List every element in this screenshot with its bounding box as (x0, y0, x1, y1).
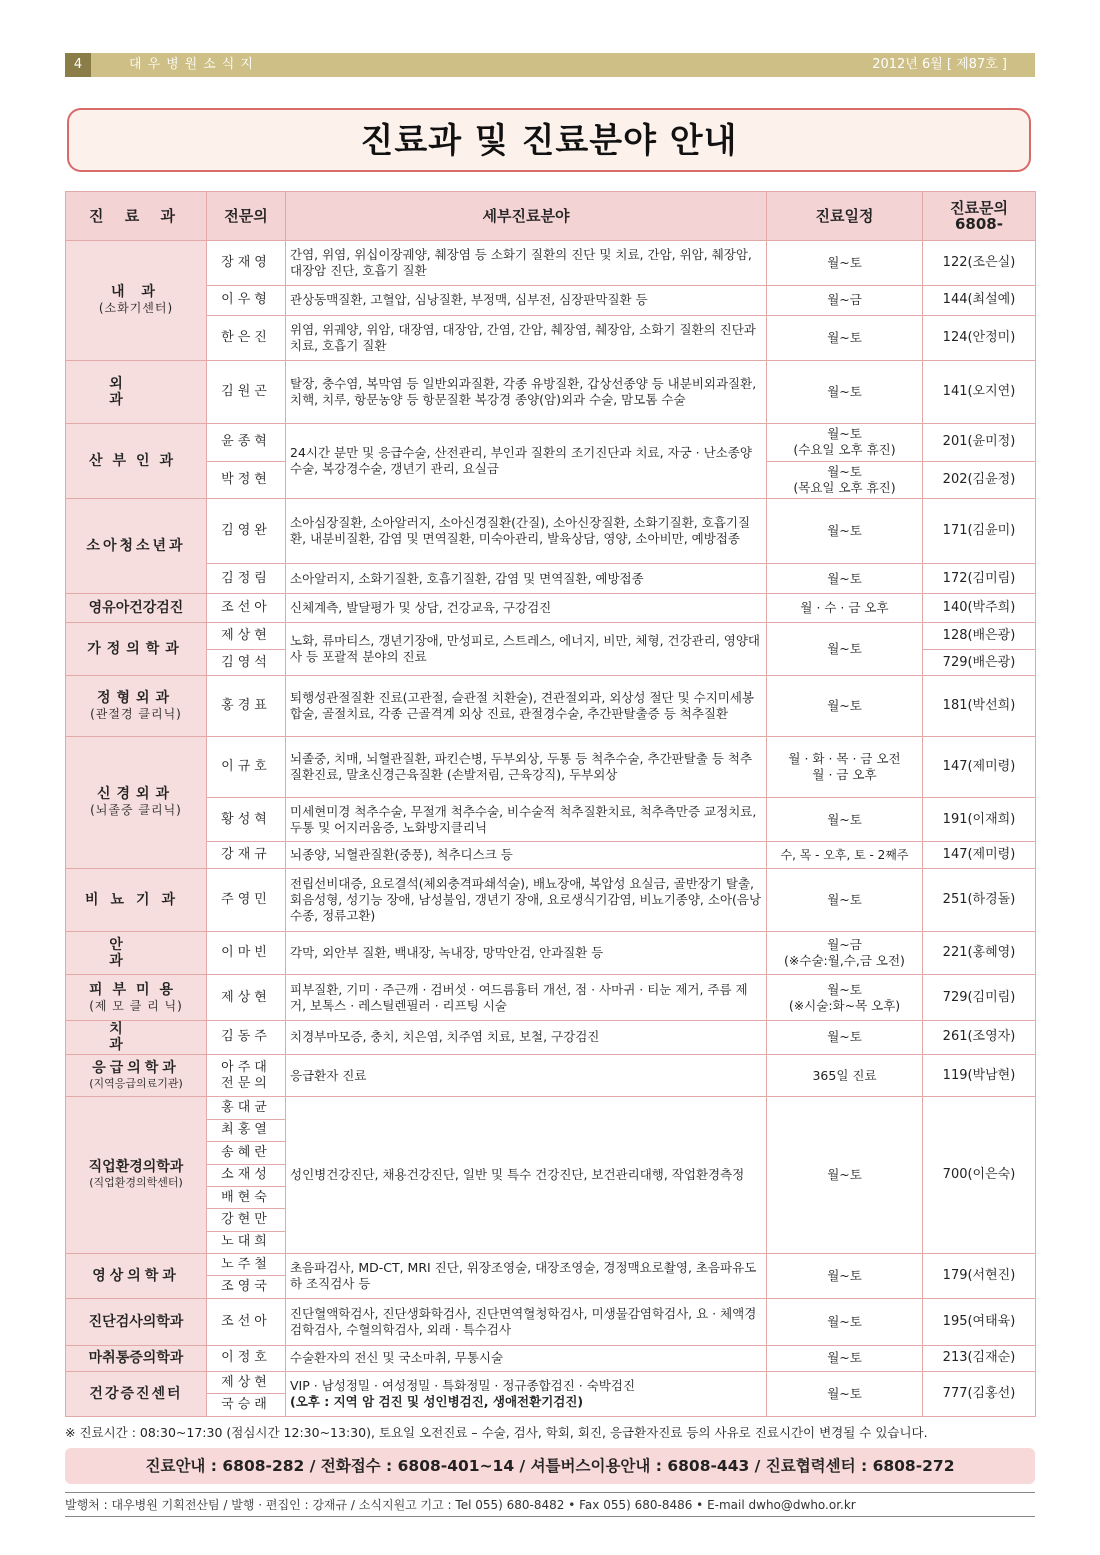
col-header-detail: 세부진료분야 (286, 192, 767, 241)
detail-cell: 간염, 위염, 위십이장궤양, 췌장염 등 소화기 질환의 진단 및 치료, 간암, 위암, 췌장암, 대장암 진단, 호흡기 질환 (286, 240, 767, 285)
doctor-cell: 소재성 (207, 1164, 286, 1186)
table-row (66, 975, 1036, 1021)
col-header-doctor: 전문의 (207, 192, 286, 241)
table-row (66, 1298, 1036, 1345)
schedule-days: 월~금 (827, 936, 862, 952)
table-row (66, 1372, 1036, 1394)
tel-cell: 195(여태육) (923, 1298, 1036, 1345)
dept-cell: 건강증진센터 (66, 1372, 207, 1417)
tel-cell: 140(박주희) (923, 593, 1036, 623)
detail-cell: 진단혈액학검사, 진단생화학검사, 진단면역혈청학검사, 미생물감염학검사, 요 · 체액경검학검사, 수혈의학검사, 외래 · 특수검사 (286, 1298, 767, 1345)
footer-divider-bottom (65, 1516, 1035, 1517)
detail-cell: 소아심장질환, 소아알러지, 소아신경질환(간질), 소아신장질환, 소화기질환, 호흡기질환, 내분비질환, 감염 및 면역질환, 미숙아관리, 발육상담, 영양, 소아비만, 예방접종 (286, 499, 767, 564)
schedule-cell (767, 423, 923, 461)
dept-sub: (뇌졸중 클리닉) (90, 803, 182, 818)
dept-name: 정형외과 (96, 690, 176, 707)
table-row (66, 623, 1036, 649)
schedule-cell (767, 975, 923, 1021)
tel-cell: 171(김윤미) (923, 499, 1036, 564)
doctor-cell: 홍대균 (207, 1097, 286, 1119)
doctor-cell: 이규호 (207, 737, 286, 798)
dept-cell (66, 737, 207, 868)
schedule-cell: 월~토 (767, 1254, 923, 1299)
tel-header-line1: 진료문의 (950, 198, 1008, 217)
table-row (66, 1021, 1036, 1055)
schedule-cell: 월~토 (767, 564, 923, 594)
publication-name: 대우병원소식지 (129, 57, 259, 72)
title-box (67, 108, 1031, 172)
dept-cell: 영상의학과 (66, 1254, 207, 1299)
doctor-cell: 노대희 (207, 1231, 286, 1253)
doctor-cell: 제상현 (207, 1372, 286, 1394)
doctor-cell: 윤종혁 (207, 423, 286, 461)
publisher-footer: 발행처 : 대우병원 기획전산팀 / 발행 · 편집인 : 강재규 / 소식지원고 기고 : Tel 055) 680-8482 • Fax 055) 680-8486 • E-mail dwho@dwho.or.kr (65, 1498, 856, 1512)
doctor-cell: 홍경표 (207, 676, 286, 737)
table-row (66, 240, 1036, 285)
schedule-cell: 월~토 (767, 868, 923, 931)
detail-cell: 위염, 위궤양, 위암, 대장염, 대장암, 간염, 간암, 췌장염, 췌장암, 소화기 질환의 진단과 치료, 호흡기 질환 (286, 316, 767, 361)
tel-cell: 777(김홍선) (923, 1372, 1036, 1417)
doctor-cell: 송혜란 (207, 1142, 286, 1164)
schedule-days: 월~토 (827, 463, 862, 479)
table-row (66, 1054, 1036, 1097)
table-row (66, 1345, 1036, 1371)
dept-name: 응급의학과 (92, 1059, 180, 1076)
tel-cell: 147(제미령) (923, 842, 1036, 868)
schedule-cell (767, 461, 923, 499)
detail-cell: 신체계측, 발달평가 및 상담, 건강교육, 구강검진 (286, 593, 767, 623)
detail-cell: 초음파검사, MD-CT, MRI 진단, 위장조영술, 대장조영술, 경정맥요로촬영, 초음파유도하 조직검사 등 (286, 1254, 767, 1299)
schedule-note: (목요일 오후 휴진) (793, 479, 896, 495)
detail-cell: 치경부마모증, 충치, 치은염, 치주염 치료, 보철, 구강검진 (286, 1021, 767, 1055)
schedule-cell: 월~토 (767, 1372, 923, 1417)
detail-line2: (오후 : 지역 암 검진 및 성인병검진, 생애전환기검진) (290, 1394, 584, 1410)
table-row (66, 798, 1036, 842)
doctor-line2: 전문의 (221, 1075, 271, 1091)
table-row (66, 285, 1036, 316)
schedule-cell: 월~토 (767, 316, 923, 361)
dept-cell (66, 1097, 207, 1254)
col-header-schedule: 진료일정 (767, 192, 923, 241)
schedule-cell: 월~토 (767, 1021, 923, 1055)
doctor-cell: 강현만 (207, 1209, 286, 1231)
dept-cell: 안 과 (66, 931, 207, 975)
doctor-cell: 김동주 (207, 1021, 286, 1055)
doctor-cell: 제상현 (207, 623, 286, 649)
col-header-tel (923, 192, 1036, 241)
schedule-cell (767, 931, 923, 975)
schedule-cell: 월~토 (767, 360, 923, 423)
tel-cell: 700(이은숙) (923, 1097, 1036, 1254)
table-row (66, 423, 1036, 461)
tel-cell: 201(윤미정) (923, 423, 1036, 461)
doctor-cell: 박정현 (207, 461, 286, 499)
table-row (66, 564, 1036, 594)
schedule-cell: 월~토 (767, 1097, 923, 1254)
tel-cell: 128(배은광) (923, 623, 1036, 649)
doctor-cell: 배현숙 (207, 1186, 286, 1208)
page-title: 진료과 및 진료분야 안내 (360, 121, 738, 161)
doctor-cell: 황성혁 (207, 798, 286, 842)
tel-cell: 251(하경돌) (923, 868, 1036, 931)
detail-cell: 응급환자 진료 (286, 1054, 767, 1097)
dept-sub: (지역응급의료기관) (89, 1076, 183, 1090)
tel-cell: 213(김재순) (923, 1345, 1036, 1371)
dept-cell: 치 과 (66, 1021, 207, 1055)
dept-cell (66, 676, 207, 737)
tel-cell: 144(최설예) (923, 285, 1036, 316)
dept-cell: 외 과 (66, 360, 207, 423)
doctor-cell: 조영국 (207, 1276, 286, 1298)
tel-cell: 119(박남현) (923, 1054, 1036, 1097)
dept-cell: 소아청소년과 (66, 499, 207, 594)
doctor-cell: 주영민 (207, 868, 286, 931)
doctor-cell: 김영완 (207, 499, 286, 564)
dept-name: 신경외과 (96, 786, 176, 803)
contact-bar: 진료안내 : 6808-282 / 전화접수 : 6808-401~14 / 셔틀버스이용안내 : 6808-443 / 진료협력센터 : 6808-272 (65, 1448, 1035, 1484)
dept-cell: 비뇨기과 (66, 868, 207, 931)
doctor-line1: 아주대 (221, 1059, 271, 1075)
detail-cell (286, 1372, 767, 1417)
tel-cell: 122(조은실) (923, 240, 1036, 285)
detail-line1: VIP · 남성정밀 · 여성정밀 · 특화정밀 · 정규종합검진 · 숙박검진 (290, 1378, 636, 1394)
dept-sub: (제 모 클 리 닉) (89, 998, 183, 1013)
detail-cell: 퇴행성관절질환 진료(고관절, 슬관절 치환술), 견관절외과, 외상성 절단 및 수지미세봉합술, 골절치료, 각종 근골격계 외상 진료, 관절경수술, 추간판탈출증 등 척추질환 (286, 676, 767, 737)
tel-cell: 729(배은광) (923, 649, 1036, 675)
schedule-cell: 수, 목 - 오후, 토 - 2째주 (767, 842, 923, 868)
table-row (66, 316, 1036, 361)
schedule-cell (767, 737, 923, 798)
tel-cell: 202(김윤정) (923, 461, 1036, 499)
detail-cell: 각막, 외안부 질환, 백내장, 녹내장, 망막안검, 안과질환 등 (286, 931, 767, 975)
table-row (66, 593, 1036, 623)
table-row (66, 931, 1036, 975)
schedule-cell: 월~토 (767, 623, 923, 676)
dept-sub: (직업환경의학센터) (89, 1176, 183, 1190)
schedule-note: 월 · 금 오후 (812, 767, 877, 783)
schedule-cell: 월~토 (767, 1298, 923, 1345)
doctor-cell: 김영석 (207, 649, 286, 675)
detail-cell: 24시간 분만 및 응급수술, 산전관리, 부인과 질환의 조기진단과 치료, 자궁 · 난소종양수술, 복강경수술, 갱년기 관리, 요실금 (286, 423, 767, 498)
footer-divider-top (65, 1492, 1035, 1493)
page-number: 4 (65, 53, 91, 77)
schedule-note: (※시술:화~목 오후) (788, 997, 901, 1013)
detail-cell: 전립선비대증, 요로결석(체외충격파쇄석술), 배뇨장애, 복압성 요실금, 골반장기 탈출, 회음성형, 성기능 장애, 남성불임, 갱년기 장애, 요로생식기감염, 비뇨기종양, 소아(음낭수종, 정류고환) (286, 868, 767, 931)
doctor-cell: 조선아 (207, 593, 286, 623)
dept-name: 내 과 (111, 284, 161, 301)
top-banner (65, 53, 1035, 77)
detail-cell: 뇌졸중, 치매, 뇌혈관질환, 파킨슨병, 두부외상, 두통 등 척추수술, 추간판탈출 등 척추질환진료, 말초신경근육질환 (손발저림, 근육강직), 두부외상 (286, 737, 767, 798)
doctor-cell: 조선아 (207, 1298, 286, 1345)
doctor-cell: 강재규 (207, 842, 286, 868)
dept-cell: 영유아건강검진 (66, 593, 207, 623)
table-row (66, 676, 1036, 737)
schedule-cell: 365일 진료 (767, 1054, 923, 1097)
doctor-cell: 이마빈 (207, 931, 286, 975)
tel-cell: 729(김미림) (923, 975, 1036, 1021)
schedule-cell: 월~금 (767, 285, 923, 316)
dept-cell (66, 1054, 207, 1097)
tel-cell: 261(조영자) (923, 1021, 1036, 1055)
doctor-cell: 이우형 (207, 285, 286, 316)
tel-cell: 141(오지연) (923, 360, 1036, 423)
table-row (66, 1097, 1036, 1119)
tel-cell: 172(김미림) (923, 564, 1036, 594)
detail-cell: 소아알러지, 소화기질환, 호흡기질환, 감염 및 면역질환, 예방접종 (286, 564, 767, 594)
doctor-cell: 장재영 (207, 240, 286, 285)
tel-header-line2: 6808- (955, 214, 1003, 233)
doctor-cell: 김정림 (207, 564, 286, 594)
detail-cell: 뇌종양, 뇌혈관질환(중풍), 척추디스크 등 (286, 842, 767, 868)
department-table (65, 191, 1036, 1417)
table-row (66, 499, 1036, 564)
tel-cell: 181(박선희) (923, 676, 1036, 737)
table-row (66, 360, 1036, 423)
schedule-note: (※수술:월,수,금 오전) (784, 952, 905, 968)
dept-sub: (관절경 클리닉) (90, 707, 182, 722)
detail-cell: 관상동맥질환, 고혈압, 심낭질환, 부정맥, 심부전, 심장판막질환 등 (286, 285, 767, 316)
col-header-dept: 진 료 과 (66, 192, 207, 241)
detail-cell: 피부질환, 기미 · 주근깨 · 검버섯 · 여드름흉터 개선, 점 · 사마귀 · 티눈 제거, 주름 제거, 보톡스 · 레스틸렌필러 · 리프팅 시술 (286, 975, 767, 1021)
doctor-cell (207, 1054, 286, 1097)
dept-name: 피부미용 (88, 981, 184, 998)
doctor-cell: 한은진 (207, 316, 286, 361)
tel-cell: 191(이재희) (923, 798, 1036, 842)
table-row (66, 737, 1036, 798)
doctor-cell: 최홍열 (207, 1119, 286, 1141)
schedule-days: 월~토 (827, 981, 862, 997)
doctor-cell: 제상현 (207, 975, 286, 1021)
dept-cell: 마취통증의학과 (66, 1345, 207, 1371)
table-row (66, 868, 1036, 931)
schedule-cell: 월~토 (767, 1345, 923, 1371)
schedule-cell: 월~토 (767, 798, 923, 842)
doctor-cell: 김원곤 (207, 360, 286, 423)
detail-cell: 탈장, 충수염, 복막염 등 일반외과질환, 각종 유방질환, 갑상선종양 등 내분비외과질환, 치핵, 치루, 항문농양 등 항문질환 복강경 종양(암)외과 수술, 맘모톰 수술 (286, 360, 767, 423)
issue-date: 2012년 6월 [ 제87호 ] (872, 57, 1007, 72)
schedule-note: (수요일 오후 휴진) (793, 442, 896, 458)
dept-cell: 진단검사의학과 (66, 1298, 207, 1345)
detail-cell: 미세현미경 척추수술, 무절개 척추수술, 비수술적 척추질환치료, 척추측만증 교정치료, 두통 및 어지러움증, 노화방지클리닉 (286, 798, 767, 842)
dept-cell (66, 975, 207, 1021)
schedule-days: 월~토 (827, 426, 862, 442)
detail-cell: 노화, 류마티스, 갱년기장애, 만성피로, 스트레스, 에너지, 비만, 체형, 건강관리, 영양대사 등 포괄적 분야의 진료 (286, 623, 767, 676)
doctor-cell: 이정호 (207, 1345, 286, 1371)
hours-note: ※ 진료시간 : 08:30~17:30 (점심시간 12:30~13:30), 토요일 오전진료 – 수술, 검사, 학회, 회진, 응급환자진료 등의 사유로 진료시간이 변경될 수 있습니다. (65, 1425, 928, 1440)
schedule-cell: 월~토 (767, 240, 923, 285)
doctor-cell: 국승래 (207, 1394, 286, 1417)
tel-cell: 221(홍혜영) (923, 931, 1036, 975)
tel-cell: 179(서현진) (923, 1254, 1036, 1299)
tel-cell: 147(제미령) (923, 737, 1036, 798)
detail-cell: 수술환자의 전신 및 국소마취, 무통시술 (286, 1345, 767, 1371)
schedule-days: 월 · 화 · 목 · 금 오전 (788, 751, 901, 767)
detail-cell: 성인병건강진단, 채용건강진단, 일반 및 특수 건강진단, 보건관리대행, 작업환경측정 (286, 1097, 767, 1254)
dept-sub: (소화기센터) (98, 301, 174, 316)
tel-cell: 124(안정미) (923, 316, 1036, 361)
table-header-row (66, 192, 1036, 241)
dept-cell (66, 240, 207, 360)
doctor-cell: 노주철 (207, 1254, 286, 1276)
dept-cell: 산부인과 (66, 423, 207, 498)
schedule-cell: 월 · 수 · 금 오후 (767, 593, 923, 623)
schedule-cell: 월~토 (767, 676, 923, 737)
dept-name: 직업환경의학과 (88, 1159, 184, 1176)
table-row (66, 842, 1036, 868)
schedule-cell: 월~토 (767, 499, 923, 564)
table-row (66, 1254, 1036, 1276)
dept-cell: 가정의학과 (66, 623, 207, 676)
